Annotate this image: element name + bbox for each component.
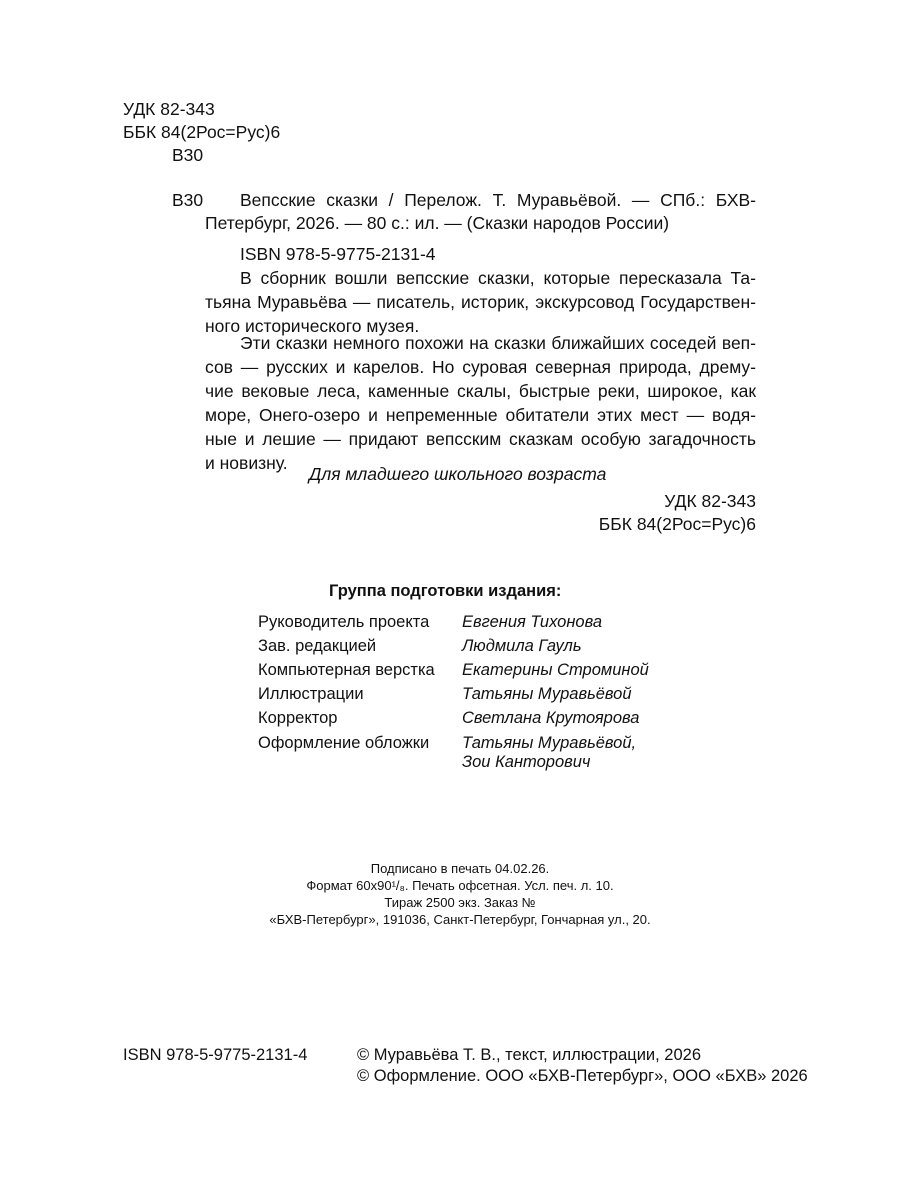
footer-isbn: ISBN 978-5-9775-2131-4 <box>123 1046 308 1064</box>
entry-code: В30 <box>172 190 204 210</box>
crew-role: Иллюстрации <box>258 685 364 703</box>
udk-header: УДК 82-343 <box>123 99 215 119</box>
entry-line-2: Петербург, 2026. — 80 с.: ил. — (Сказки народов России) <box>205 213 670 233</box>
crew-name: Татьяны Муравьёвой, <box>462 734 637 752</box>
annotation-paragraph-2 <box>205 331 756 475</box>
bbk-footer: ББК 84(2Рос=Рус)6 <box>598 514 756 534</box>
imprint-line: Формат 60х90¹/₈. Печать офсетная. Усл. печ. л. 10. <box>306 878 614 893</box>
copyright-text: © Муравьёва Т. В., текст, иллюстрации, 2026 <box>357 1046 702 1064</box>
bibliographic-entry-cont <box>205 211 756 235</box>
imprint-line: Подписано в печать 04.02.26. <box>370 861 550 876</box>
crew-name: Светлана Крутоярова <box>462 709 640 727</box>
bbk-header: ББК 84(2Рос=Рус)6 <box>123 122 281 142</box>
crew-role: Руководитель проекта <box>258 613 430 631</box>
annotation-line: В сборник вошли вепсские сказки, которые пересказала Та- <box>240 268 756 288</box>
udk-footer: УДК 82-343 <box>664 491 756 511</box>
crew-name: Зои Канторович <box>462 753 591 771</box>
imprint-line: «БХВ-Петербург», 191036, Санкт-Петербург, Гончарная ул., 20. <box>269 912 651 927</box>
crew-role: Оформление обложки <box>258 734 430 752</box>
crew-name: Екатерины Строминой <box>462 661 649 679</box>
crew-role: Корректор <box>258 709 338 727</box>
annotation-line: Эти сказки немного похожи на сказки ближайших соседей веп- <box>240 333 756 353</box>
crew-title: Группа подготовки издания: <box>329 582 562 600</box>
crew-name: Евгения Тихонова <box>462 613 603 631</box>
copyright-design: © Оформление. ООО «БХВ-Петербург», ООО «БХВ» 2026 <box>357 1067 808 1085</box>
bibliographic-entry <box>240 188 756 212</box>
annotation-paragraph-1 <box>205 266 756 338</box>
annotation-line: ные и лешие — придают вепсским сказкам особую загадочность <box>205 429 756 449</box>
annotation-line: тьяна Муравьёва — писатель, историк, экскурсовод Государствен- <box>205 292 756 312</box>
crew-name: Людмила Гауль <box>462 637 582 655</box>
crew-role: Зав. редакцией <box>258 637 377 655</box>
annotation-line: сов — русских и карелов. Но суровая северная природа, дрему- <box>205 357 756 377</box>
annotation-line: чие вековые леса, каменные скалы, быстрые реки, широкое, как <box>205 381 756 401</box>
imprint <box>240 860 680 928</box>
annotation-line: и новизну. <box>205 453 288 473</box>
crew-role: Компьютерная верстка <box>258 661 435 679</box>
imprint-line: Тираж 2500 экз. Заказ № <box>384 895 536 910</box>
age-recommendation: Для младшего школьного возраста <box>309 464 607 484</box>
entry-isbn: ISBN 978-5-9775-2131-4 <box>240 244 436 264</box>
annotation-line: ного исторического музея. <box>205 316 420 336</box>
author-mark: В30 <box>172 145 204 165</box>
entry-line-1: Вепсские сказки / Перелож. Т. Муравьёвой. — СПб.: БХВ- <box>240 190 756 210</box>
annotation-line: море, Онего-озеро и непременные обитатели этих мест — водя- <box>205 405 756 425</box>
crew-name: Татьяны Муравьёвой <box>462 685 632 703</box>
